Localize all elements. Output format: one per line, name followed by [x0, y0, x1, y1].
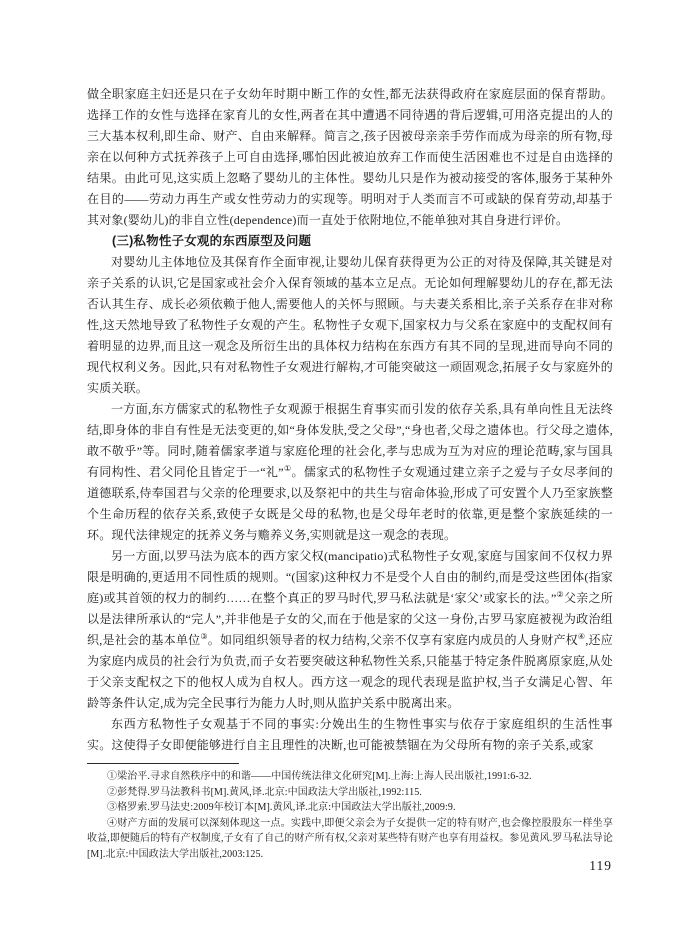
section-heading [87, 231, 613, 252]
footnote-item: ④财产方面的发展可以深刻体现这一点。实践中,即便父亲会为子女提供一定的特有财产,也会像控股股东一样坐享收益,即便随后的特有产权制度,子女有了自己的财产所有权,父亲对某些特有财产也享有用益权。参见黄风.罗马私法导论[M].北京:中国政法大学出版社,2003:125. [87, 817, 613, 860]
page-number: 119 [589, 858, 612, 873]
footnote-separator [87, 763, 239, 764]
paragraph-text: 一方面,东方儒家式的私物性子女观源于根据生育事实而引发的依存关系,具有单向性且无法终结,即身体的非自有性是无法变更的,如“身体发肤,受之父母”,“身也者,父母之遗体也。行父母之遗体,敢不敬乎”等。同时,随着儒家孝道与家庭伦理的社会化,孝与忠成为互为对应的理论范畴,家与国具有同构性、君父同伦且皆定于一“礼” [87, 402, 613, 479]
body-paragraph [87, 84, 613, 231]
paragraph-text: 东西方私物性子女观基于不同的事实:分娩出生的生物性事实与依存于家庭组织的生活性事实。这使得子女即便能够进行自主且理性的决断,也可能被禁锢在为父母所有物的亲子关系,或家 [87, 717, 613, 752]
body-paragraph [87, 252, 613, 399]
paragraph-text: (三)私物性子女观的东西原型及问题 [112, 234, 312, 248]
footnotes [87, 769, 613, 863]
body-paragraph [87, 714, 613, 756]
paragraph-text: ,还应为家庭内成员的社会行为负责,而子女若要突破这种私物性关系,只能基于特定条件脱离原家庭,从处于父亲支配权之下的他权人成为自权人。西方这一观念的现代表现是监护权,当子女满足心智、年龄等条件认定,成为完全民事行为能力人时,则从监护关系中脱离出来。 [87, 633, 613, 710]
footnote-item: ③格罗索.罗马法史:2009年校订本[M].黄风,译.北京:中国政法大学出版社,2009:9. [107, 802, 456, 814]
article-body [87, 84, 613, 756]
paragraph-text: 。如同组织领导者的权力结构,父亲不仅享有家庭内成员的人身财产权 [207, 633, 578, 647]
footnote-marker: ④ [577, 632, 586, 641]
body-paragraph [87, 546, 613, 714]
paragraph-text: 另一方面,以罗马法为底本的西方家父权(mancipatio)式私物性子女观,家庭与国家间不仅权力界限是明确的,更适用不同性质的规则。“(国家)这种权力不是受个人自由的制约,而是受这些团体(指家庭)或其首领的权力的制约……在整个真正的罗马时代,罗马私法就是‘家父’或家长的法。” [87, 549, 613, 605]
paragraph-text: 对婴幼儿主体地位及其保育作全面审视,让婴幼儿保育获得更为公正的对待及保障,其关键是对亲子关系的认识,它是国家或社会介入保育领域的基本立足点。无论如何理解婴幼儿的存在,都无法否认其生存、成长必须依赖于他人,需要他人的关怀与照顾。与夫妻关系相比,亲子关系存在非对称性,这天然地导致了私物性子女观的产生。私物性子女观下,国家权力与父系在家庭中的支配权间有着明显的边界,而且这一观念及所衍生出的具体权力结构在东西方有其不同的呈现,进而导向不同的现代权利义务。因此,只有对私物性子女观进行解构,才可能突破这一顽固观念,拓展子女与家庭外的实质关联。 [87, 255, 613, 395]
footnote-item: ②彭梵得.罗马法教科书[M].黄风,译.北京:中国政法大学出版社,1992:115. [107, 786, 422, 798]
footnote-item: ①梁治平.寻求自然秩序中的和谐——中国传统法律文化研究[M].上海:上海人民出版社,1991:6-32. [107, 771, 532, 782]
body-paragraph [87, 399, 613, 546]
footnote-marker: ③ [200, 632, 208, 641]
paragraph-text: 父亲之所以是法律所承认的“完人”,并非他是子女的父,而在于他是家的父这一身份,古罗马家庭被视为政治组织,是社会的基本单位 [87, 591, 613, 647]
footnote-marker: ② [556, 590, 564, 599]
paragraph-text: 做全职家庭主妇还是只在子女幼年时期中断工作的女性,都无法获得政府在家庭层面的保育帮助。选择工作的女性与选择在家育儿的女性,两者在其中遭遇不同待遇的背后逻辑,可用洛克提出的人的三大基本权利,即生命、财产、自由来解释。简言之,孩子因被母亲亲手劳作而成为母亲的所有物,母亲在以何种方式抚养孩子上可自由选择,哪怕因此被迫放弃工作而使生活困难也不过是自由选择的结果。由此可见,这实质上忽略了婴幼儿的主体性。婴幼儿只是作为被动接受的客体,服务于某种外在目的——劳动力再生产或女性劳动力的实现等。明明对于人类而言不可或缺的保育劳动,却基于其对象(婴幼儿)的非自立性(dependence)而一直处于依附地位,不能单独对其自身进行评价。 [87, 87, 613, 227]
paragraph-text: 。儒家式的私物性子女观通过建立亲子之爱与子女尽孝间的道德联系,侍奉国君与父亲的伦理要求,以及祭祀中的共生与宿命体验,形成了可安置个人乃至家族整个生命历程的依存关系,致使子女既是父母的私物,也是父母年老时的依靠,更是整个家族延续的一环。现代法律规定的抚养义务与赡养义务,实则就是这一观念的表现。 [87, 465, 613, 542]
footnote-marker: ① [283, 464, 292, 473]
